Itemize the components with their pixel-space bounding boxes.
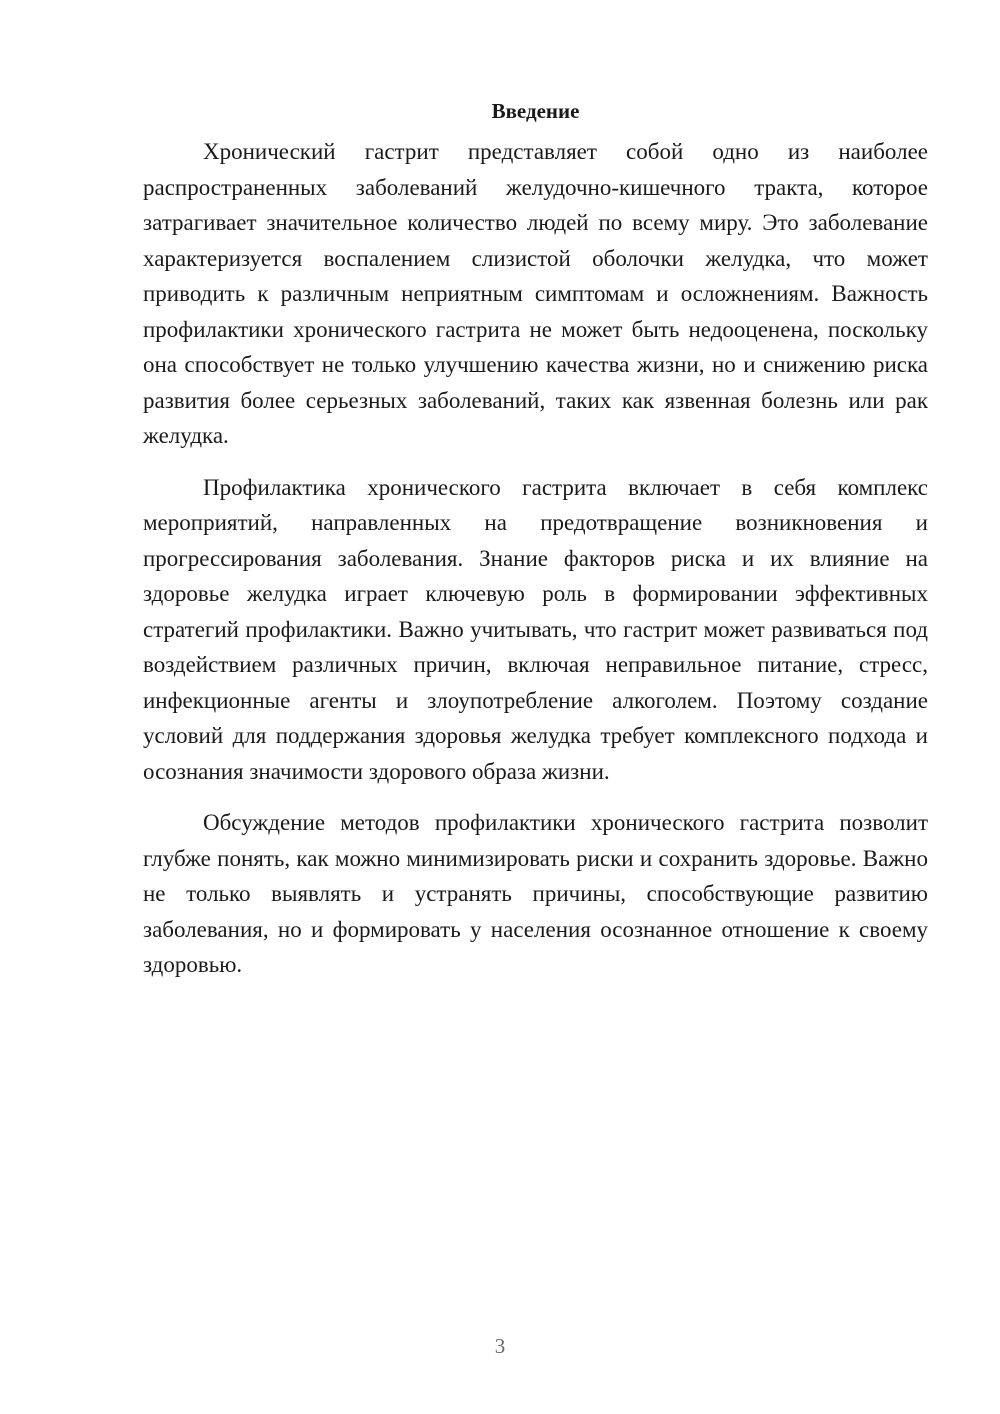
paragraph-3: Обсуждение методов профилактики хронического гастрита позволит глубже понять, как можно минимизировать риски и сохранить здоровье. Важно не только выявлять и устранять причины, способствующие развитию заболевания, но и формировать у населения осознанное отношение к своему здоровью. bbox=[143, 810, 928, 977]
page-number: 3 bbox=[494, 1334, 506, 1358]
paragraph-1: Хронический гастрит представляет собой одно из наиболее распространенных заболеваний желудочно-кишечного тракта, которое затрагивает значительное количество людей по всему миру. Это заболевание характеризуется воспалением слизистой оболочки желудка, что может приводить к различным неприятным симптомам и осложнениям. Важность профилактики хронического гастрита не может быть недооценена, поскольку она способствует не только улучшению качества жизни, но и снижению риска развития более серьезных заболеваний, таких как язвенная болезнь или рак желудка. bbox=[143, 139, 928, 448]
section-heading: Введение bbox=[491, 99, 580, 123]
page-content bbox=[143, 97, 928, 999]
paragraph-2: Профилактика хронического гастрита включает в себя комплекс мероприятий, направленных на предотвращение возникновения и прогрессирования заболевания. Знание факторов риска и их влияние на здоровье желудка играет ключевую роль в формировании эффективных стратегий профилактики. Важно учитывать, что гастрит может развиваться под воздействием различных причин, включая неправильное питание, стресс, инфекционные агенты и злоупотребление алкоголем. Поэтому создание условий для поддержания здоровья желудка требует комплексного подхода и осознания значимости здорового образа жизни. bbox=[143, 474, 928, 784]
